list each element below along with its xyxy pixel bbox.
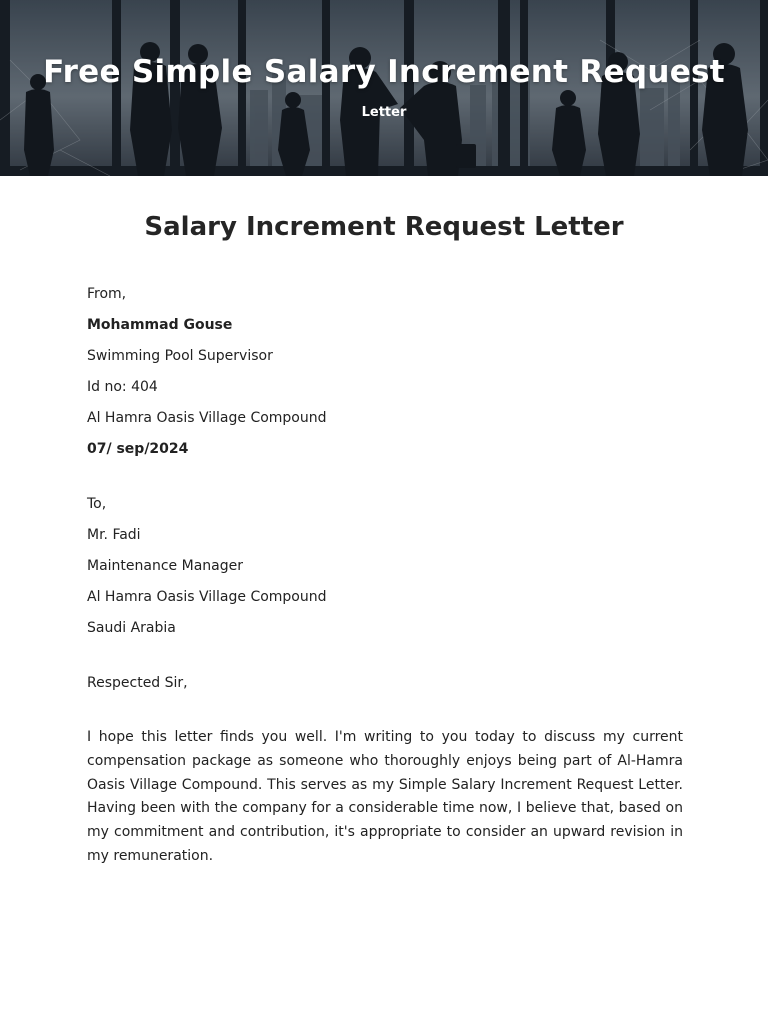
recipient-country: Saudi Arabia [87,620,176,636]
letter-body-paragraph: I hope this letter finds you well. I'm writing to you today to discuss my current compensation package as someone who thoroughly enjoys being part of Al-Hamra Oasis Village Compound. This serves as my Simple Salary Increment Request Letter. Having been with the company for a considerable time now, I believe that, based on my commitment and contribution, it's appropriate to consider an upward revision in my remuneration. [87,729,683,864]
recipient-position: Maintenance Manager [87,558,243,574]
banner-title: Free Simple Salary Increment Request [43,54,725,90]
document-title: Salary Increment Request Letter [144,212,624,242]
banner-subtitle: Letter [361,105,407,120]
recipient-location: Al Hamra Oasis Village Compound [87,589,327,605]
sender-id: Id no: 404 [87,379,158,395]
header-banner [0,0,768,176]
recipient-name: Mr. Fadi [87,527,141,543]
sender-position: Swimming Pool Supervisor [87,348,273,364]
sender-name: Mohammad Gouse [87,317,233,333]
letter-date: 07/ sep/2024 [87,441,189,457]
sender-location: Al Hamra Oasis Village Compound [87,410,327,426]
from-label: From, [87,286,127,302]
salutation: Respected Sir, [87,675,188,691]
to-label: To, [87,496,107,512]
